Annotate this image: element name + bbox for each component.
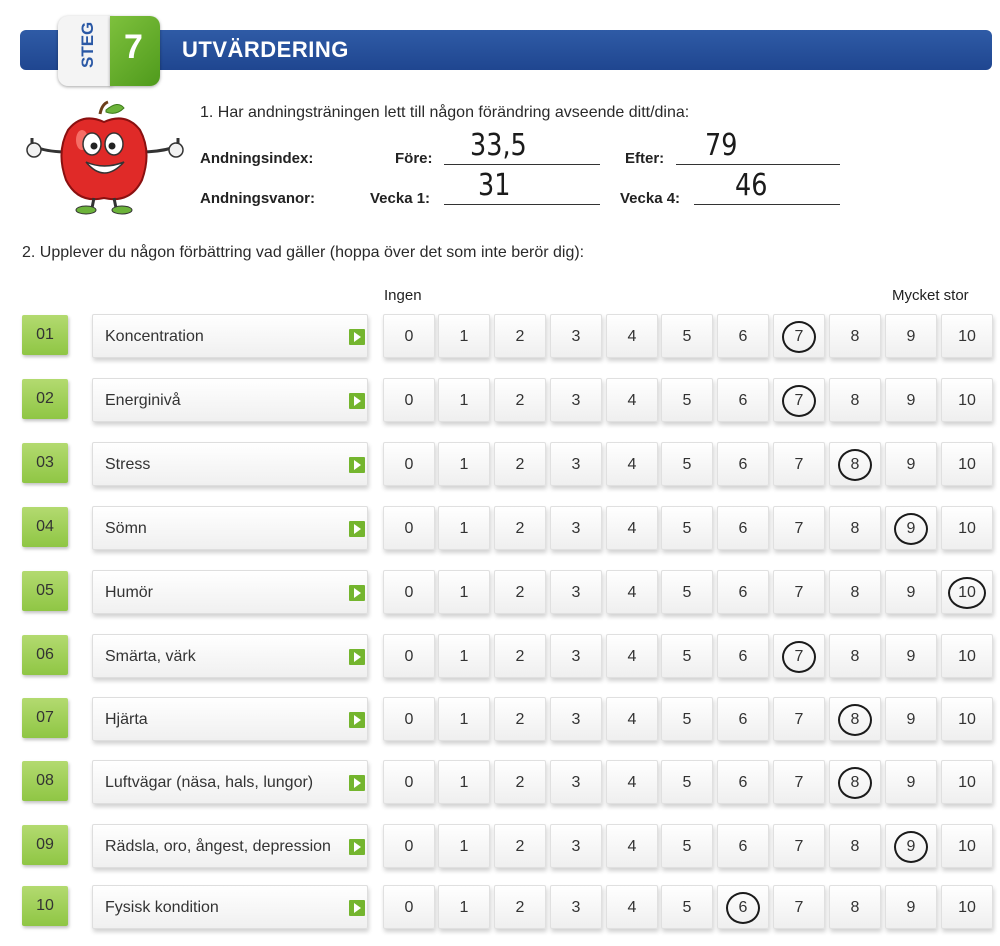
row-number: 08 xyxy=(22,761,68,801)
play-arrow-icon xyxy=(349,712,365,728)
score-option[interactable]: 4 xyxy=(606,760,658,804)
score-option[interactable]: 7 xyxy=(773,570,825,614)
score-option-selected[interactable]: 9 xyxy=(885,824,937,868)
score-option[interactable]: 1 xyxy=(438,378,490,422)
row-number: 03 xyxy=(22,443,68,483)
score-option[interactable]: 1 xyxy=(438,697,490,741)
score-option[interactable]: 3 xyxy=(550,570,602,614)
score-option[interactable]: 6 xyxy=(717,634,769,678)
score-option[interactable]: 4 xyxy=(606,314,658,358)
score-option[interactable]: 6 xyxy=(717,570,769,614)
step-badge xyxy=(58,16,162,92)
score-option[interactable]: 6 xyxy=(717,442,769,486)
vecka1-value: 31 xyxy=(478,168,511,203)
play-arrow-icon xyxy=(349,839,365,855)
step-word: STEG xyxy=(78,21,97,68)
score-option[interactable]: 3 xyxy=(550,824,602,868)
efter-label: Efter: xyxy=(625,150,665,167)
row-label-box xyxy=(92,570,368,614)
row-label-box xyxy=(92,697,368,741)
score-option[interactable]: 0 xyxy=(383,760,435,804)
row-label-box xyxy=(92,824,368,868)
score-option-selected[interactable]: 7 xyxy=(773,378,825,422)
score-option[interactable]: 5 xyxy=(661,442,713,486)
score-option[interactable]: 7 xyxy=(773,824,825,868)
score-option[interactable]: 2 xyxy=(494,634,546,678)
score-option[interactable]: 1 xyxy=(438,885,490,929)
row-label-box xyxy=(92,442,368,486)
play-arrow-icon xyxy=(349,521,365,537)
score-option[interactable]: 0 xyxy=(383,697,435,741)
play-arrow-icon xyxy=(349,775,365,791)
score-option[interactable]: 6 xyxy=(717,506,769,550)
page-title: UTVÄRDERING xyxy=(182,37,349,62)
score-option[interactable]: 2 xyxy=(494,697,546,741)
score-option[interactable]: 9 xyxy=(885,378,937,422)
score-option[interactable]: 8 xyxy=(829,824,881,868)
score-option[interactable]: 9 xyxy=(885,570,937,614)
question-1-text: 1. Har andningsträningen lett till någon förändring avseende ditt/dina: xyxy=(200,104,690,121)
row-label: Luftvägar (näsa, hals, lungor) xyxy=(105,773,314,791)
score-option[interactable]: 6 xyxy=(717,760,769,804)
score-option-selected[interactable]: 7 xyxy=(773,314,825,358)
vecka1-label: Vecka 1: xyxy=(370,190,431,207)
score-option[interactable]: 0 xyxy=(383,885,435,929)
row-label: Stress xyxy=(105,455,151,473)
row-label: Smärta, värk xyxy=(105,647,196,665)
row-label-box xyxy=(92,506,368,550)
row-number: 07 xyxy=(22,698,68,738)
efter-line xyxy=(676,164,840,165)
score-option[interactable]: 9 xyxy=(885,442,937,486)
score-option[interactable]: 8 xyxy=(829,634,881,678)
score-option[interactable]: 1 xyxy=(438,570,490,614)
play-arrow-icon xyxy=(349,585,365,601)
score-option[interactable]: 6 xyxy=(717,697,769,741)
row-number: 10 xyxy=(22,886,68,926)
score-option[interactable]: 10 xyxy=(941,697,993,741)
row-label-box xyxy=(92,885,368,929)
score-option[interactable]: 2 xyxy=(494,760,546,804)
score-option-selected[interactable]: 8 xyxy=(829,697,881,741)
score-option[interactable]: 0 xyxy=(383,824,435,868)
play-arrow-icon xyxy=(349,900,365,916)
score-option[interactable]: 9 xyxy=(885,314,937,358)
play-arrow-icon xyxy=(349,457,365,473)
score-option[interactable]: 1 xyxy=(438,760,490,804)
score-option[interactable]: 8 xyxy=(829,506,881,550)
header-bar xyxy=(20,30,992,70)
apple-mascot-icon xyxy=(20,100,188,220)
scale-min-label: Ingen xyxy=(384,287,422,304)
score-option[interactable]: 1 xyxy=(438,634,490,678)
score-option[interactable]: 2 xyxy=(494,570,546,614)
score-option[interactable]: 10 xyxy=(941,442,993,486)
score-option[interactable]: 10 xyxy=(941,824,993,868)
score-option[interactable]: 8 xyxy=(829,378,881,422)
score-option[interactable]: 5 xyxy=(661,697,713,741)
row-number: 09 xyxy=(22,825,68,865)
scale-max-label: Mycket stor xyxy=(892,287,969,304)
score-option[interactable]: 9 xyxy=(885,697,937,741)
score-option[interactable]: 2 xyxy=(494,314,546,358)
score-option[interactable]: 8 xyxy=(829,885,881,929)
row-label-box xyxy=(92,314,368,358)
score-option[interactable]: 8 xyxy=(829,570,881,614)
score-option[interactable]: 1 xyxy=(438,824,490,868)
row-number: 06 xyxy=(22,635,68,675)
score-option[interactable]: 3 xyxy=(550,697,602,741)
score-option[interactable]: 9 xyxy=(885,885,937,929)
score-option[interactable]: 3 xyxy=(550,442,602,486)
score-option[interactable]: 4 xyxy=(606,570,658,614)
row-number: 02 xyxy=(22,379,68,419)
row-label: Fysisk kondition xyxy=(105,898,219,916)
score-option[interactable]: 8 xyxy=(829,314,881,358)
score-option[interactable]: 1 xyxy=(438,314,490,358)
score-option[interactable]: 0 xyxy=(383,314,435,358)
score-option[interactable]: 2 xyxy=(494,824,546,868)
score-option[interactable]: 4 xyxy=(606,885,658,929)
score-option[interactable]: 10 xyxy=(941,378,993,422)
row-label-box xyxy=(92,760,368,804)
score-option[interactable]: 0 xyxy=(383,378,435,422)
score-option[interactable]: 9 xyxy=(885,760,937,804)
score-option-selected[interactable]: 10 xyxy=(941,570,993,614)
score-option[interactable]: 5 xyxy=(661,570,713,614)
score-option[interactable]: 2 xyxy=(494,378,546,422)
score-option-selected[interactable]: 9 xyxy=(885,506,937,550)
score-option-selected[interactable]: 6 xyxy=(717,885,769,929)
score-option-selected[interactable]: 7 xyxy=(773,634,825,678)
row-label: Koncentration xyxy=(105,327,204,345)
score-option[interactable]: 2 xyxy=(494,442,546,486)
score-option[interactable]: 3 xyxy=(550,506,602,550)
row-label: Hjärta xyxy=(105,710,148,728)
fore-label: Före: xyxy=(395,150,433,167)
row-label: Rädsla, oro, ångest, depression xyxy=(105,837,331,855)
score-option[interactable]: 2 xyxy=(494,885,546,929)
score-option[interactable]: 10 xyxy=(941,885,993,929)
score-option[interactable]: 5 xyxy=(661,824,713,868)
score-option[interactable]: 10 xyxy=(941,634,993,678)
score-option[interactable]: 5 xyxy=(661,378,713,422)
vecka1-line xyxy=(444,204,600,205)
score-option[interactable]: 0 xyxy=(383,442,435,486)
fore-line xyxy=(444,164,600,165)
score-option[interactable]: 5 xyxy=(661,314,713,358)
score-option[interactable]: 10 xyxy=(941,314,993,358)
score-option[interactable]: 3 xyxy=(550,314,602,358)
score-option[interactable]: 0 xyxy=(383,506,435,550)
andningsindex-label: Andningsindex: xyxy=(200,150,314,167)
row-number: 01 xyxy=(22,315,68,355)
vecka4-value: 46 xyxy=(735,168,768,203)
step-number: 7 xyxy=(124,28,143,66)
play-arrow-icon xyxy=(349,329,365,345)
andningsvanor-label: Andningsvanor: xyxy=(200,190,315,207)
score-option[interactable]: 7 xyxy=(773,697,825,741)
score-option[interactable]: 4 xyxy=(606,506,658,550)
score-option[interactable]: 6 xyxy=(717,824,769,868)
score-option[interactable]: 5 xyxy=(661,634,713,678)
score-option[interactable]: 2 xyxy=(494,506,546,550)
play-arrow-icon xyxy=(349,393,365,409)
row-label: Sömn xyxy=(105,519,147,537)
fore-value: 33,5 xyxy=(470,128,527,163)
score-option[interactable]: 10 xyxy=(941,760,993,804)
row-label-box xyxy=(92,634,368,678)
score-option[interactable]: 5 xyxy=(661,506,713,550)
score-option[interactable]: 5 xyxy=(661,885,713,929)
score-option[interactable]: 6 xyxy=(717,314,769,358)
score-option[interactable]: 4 xyxy=(606,634,658,678)
vecka4-label: Vecka 4: xyxy=(620,190,681,207)
score-option[interactable]: 7 xyxy=(773,885,825,929)
score-option[interactable]: 4 xyxy=(606,378,658,422)
score-option[interactable]: 4 xyxy=(606,442,658,486)
row-label: Energinivå xyxy=(105,391,181,409)
score-option[interactable]: 10 xyxy=(941,506,993,550)
row-number: 05 xyxy=(22,571,68,611)
score-option-selected[interactable]: 8 xyxy=(829,442,881,486)
row-label-box xyxy=(92,378,368,422)
score-option-selected[interactable]: 8 xyxy=(829,760,881,804)
efter-value: 79 xyxy=(705,128,738,163)
row-label: Humör xyxy=(105,583,154,601)
row-number: 04 xyxy=(22,507,68,547)
score-option[interactable]: 0 xyxy=(383,634,435,678)
score-option[interactable]: 7 xyxy=(773,760,825,804)
score-option[interactable]: 4 xyxy=(606,697,658,741)
score-option[interactable]: 4 xyxy=(606,824,658,868)
score-option[interactable]: 6 xyxy=(717,378,769,422)
score-option[interactable]: 0 xyxy=(383,570,435,614)
score-option[interactable]: 3 xyxy=(550,885,602,929)
score-option[interactable]: 1 xyxy=(438,506,490,550)
score-option[interactable]: 7 xyxy=(773,442,825,486)
play-arrow-icon xyxy=(349,649,365,665)
score-option[interactable]: 7 xyxy=(773,506,825,550)
score-option[interactable]: 3 xyxy=(550,378,602,422)
score-option[interactable]: 5 xyxy=(661,760,713,804)
question-2-text: 2. Upplever du någon förbättring vad gäller (hoppa över det som inte berör dig): xyxy=(22,244,585,261)
score-option[interactable]: 1 xyxy=(438,442,490,486)
score-option[interactable]: 3 xyxy=(550,760,602,804)
score-option[interactable]: 9 xyxy=(885,634,937,678)
vecka4-line xyxy=(694,204,840,205)
score-option[interactable]: 3 xyxy=(550,634,602,678)
